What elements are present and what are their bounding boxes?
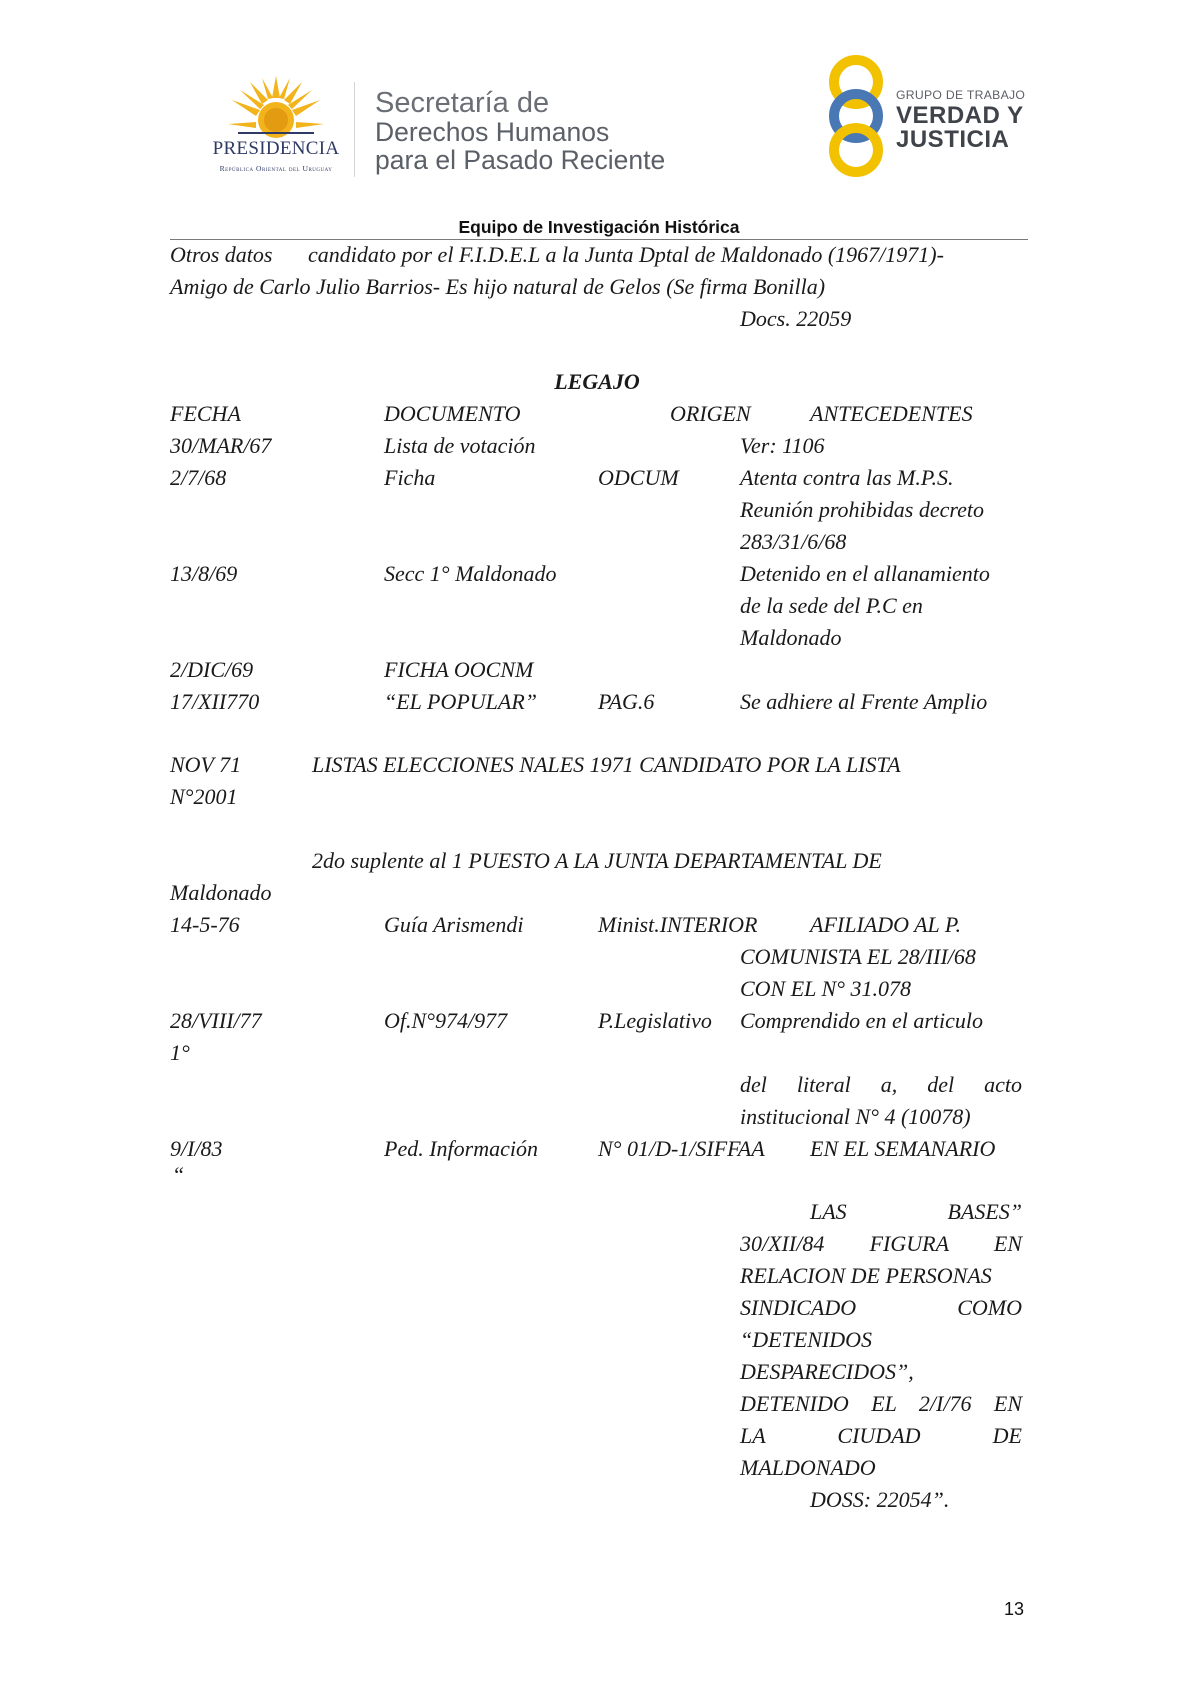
secretaria-line-1: Secretaría de	[375, 87, 550, 119]
row-8-antecedentes-9: LA CIUDAD DE	[740, 1423, 1022, 1448]
row-5-fecha: 17/XII770	[170, 689, 260, 714]
row-2-antecedentes-2: Reunión prohibidas decreto	[740, 497, 984, 522]
row-7-origen: P.Legislativo	[598, 1008, 712, 1033]
row-8-antecedentes-1: EN EL SEMANARIO	[810, 1136, 996, 1161]
row-8-antecedentes-11: DOSS: 22054”.	[810, 1487, 950, 1512]
secretaria-line-3: para el Pasado Reciente	[375, 145, 666, 175]
team-title: Equipo de Investigación Histórica	[458, 217, 740, 237]
row-8-antecedentes-6: “DETENIDOS	[740, 1327, 873, 1352]
row-2-fecha: 2/7/68	[170, 465, 227, 490]
row-6-origen: Minist.INTERIOR	[598, 912, 758, 937]
intro-label: Otros datos	[170, 242, 273, 267]
suplente-text: 2do suplente al 1 PUESTO A LA JUNTA DEPARTAMENTAL DE	[312, 848, 882, 873]
row-2-antecedentes-3: 283/31/6/68	[740, 529, 847, 554]
row-3-fecha: 13/8/69	[170, 561, 238, 586]
row-7-antecedentes-1: Comprendido en el articulo	[740, 1008, 983, 1033]
row-3-documento: Secc 1° Maldonado	[384, 561, 557, 586]
logo-divider	[354, 82, 355, 177]
row-6-fecha: 14-5-76	[170, 912, 240, 937]
row-5-documento: “EL POPULAR”	[384, 689, 538, 714]
intro-line-1: candidato por el F.I.D.E.L a la Junta Dptal de Maldonado (1967/1971)-	[308, 242, 944, 267]
row-6-antecedentes-2: COMUNISTA EL 28/III/68	[740, 944, 976, 969]
row-5-antecedentes: Se adhiere al Frente Amplio	[740, 689, 988, 714]
sun-emblem-icon	[228, 76, 324, 140]
row-8-antecedentes-3: 30/XII/84 FIGURA EN	[740, 1231, 1022, 1256]
header-antecedentes: ANTECEDENTES	[810, 401, 973, 426]
secretaria-logo-text	[375, 88, 665, 174]
secretaria-line-2: Derechos Humanos	[375, 117, 610, 147]
row-8-fecha: 9/I/83	[170, 1136, 223, 1161]
row-7-antecedentes-3: institucional N° 4 (10078)	[740, 1104, 971, 1129]
header-origen: ORIGEN	[670, 401, 751, 426]
row-8-documento: Ped. Información	[384, 1136, 538, 1161]
intro-docs: Docs. 22059	[740, 306, 852, 331]
row-2-documento: Ficha	[384, 465, 436, 490]
row-7-fecha: 28/VIII/77	[170, 1008, 262, 1033]
row-8-antecedentes-4: RELACION DE PERSONAS	[740, 1263, 992, 1288]
row-8-antecedentes-8: DETENIDO EL 2/I/76 EN	[740, 1391, 1022, 1416]
grupo-trabajo-line-3: JUSTICIA	[896, 126, 1010, 153]
row-4-fecha: 2/DIC/69	[170, 657, 254, 682]
row-3-antecedentes-3: Maldonado	[740, 625, 842, 650]
row-8-fecha-cont: “	[172, 1162, 185, 1187]
legajo-title: LEGAJO	[554, 369, 640, 394]
row-8-origen: N° 01/D-1/SIFFAA	[598, 1136, 765, 1161]
row-8-antecedentes-10: MALDONADO	[740, 1455, 876, 1480]
grupo-trabajo-line-1: GRUPO DE TRABAJO	[896, 88, 1026, 102]
row-1-documento: Lista de votación	[384, 433, 536, 458]
page-number: 13	[1004, 1599, 1025, 1619]
nov71-lista: N°2001	[170, 784, 238, 809]
header-rule	[170, 239, 1028, 240]
row-6-documento: Guía Arismendi	[384, 912, 524, 937]
row-3-antecedentes-2: de la sede del P.C en	[740, 593, 923, 618]
row-8-antecedentes-2: LAS BASES”	[810, 1199, 1022, 1224]
row-2-antecedentes-1: Atenta contra las M.P.S.	[740, 465, 954, 490]
nov71-fecha: NOV 71	[170, 752, 242, 777]
interlocked-rings-icon	[818, 54, 902, 179]
row-8-antecedentes-5: SINDICADO COMO	[740, 1295, 1022, 1320]
row-4-documento: FICHA OOCNM	[384, 657, 534, 682]
header-fecha: FECHA	[170, 401, 241, 426]
header-documento: DOCUMENTO	[384, 401, 521, 426]
row-5-origen: PAG.6	[598, 689, 655, 714]
nov71-text: LISTAS ELECCIONES NALES 1971 CANDIDATO POR LA LISTA	[312, 752, 901, 777]
presidencia-subtitle: República Oriental del Uruguay	[219, 164, 333, 173]
grupo-trabajo-logo	[818, 54, 1028, 179]
row-7-antecedentes-2: del literal a, del acto	[740, 1072, 1022, 1097]
suplente-cont: Maldonado	[170, 880, 272, 905]
row-6-antecedentes-1: AFILIADO AL P.	[810, 912, 961, 937]
row-3-antecedentes-1: Detenido en el allanamiento	[740, 561, 990, 586]
grupo-trabajo-line-2: VERDAD Y	[896, 102, 1024, 129]
intro-line-2: Amigo de Carlo Julio Barrios- Es hijo natural de Gelos (Se firma Bonilla)	[170, 274, 826, 299]
row-1-antecedentes: Ver: 1106	[740, 433, 825, 458]
row-7-documento: Of.N°974/977	[384, 1008, 508, 1033]
presidencia-name: PRESIDENCIA	[212, 138, 340, 159]
row-8-antecedentes-7: DESPARECIDOS”,	[740, 1359, 914, 1384]
presidencia-logo	[196, 76, 356, 176]
row-2-origen: ODCUM	[598, 465, 679, 490]
row-6-antecedentes-3: CON EL N° 31.078	[740, 976, 911, 1001]
row-1-fecha: 30/MAR/67	[170, 433, 272, 458]
row-7-fecha-cont: 1°	[170, 1040, 190, 1065]
